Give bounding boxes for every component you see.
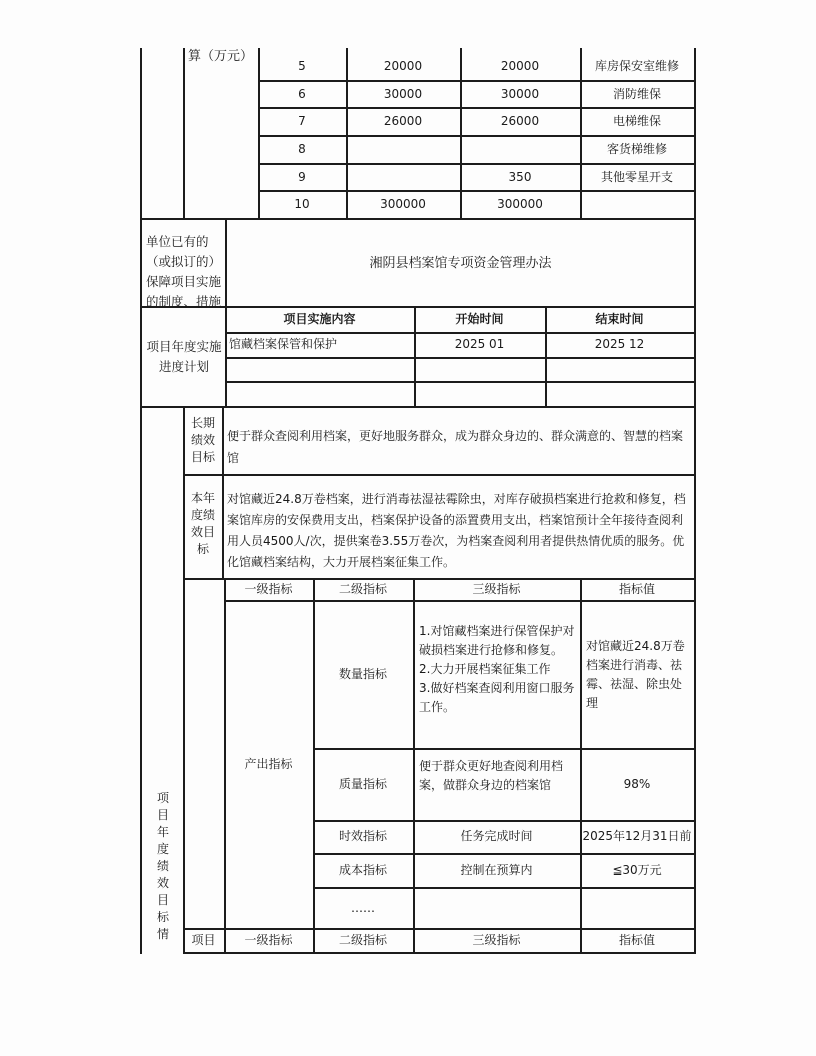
budget-no: 5 [298,59,306,73]
grid-line [580,578,582,954]
grid-line [225,332,695,334]
indicator-level3: 1.对馆藏档案进行保管保护对破损档案进行抢修和修复。 2.大力开展档案征集工作 3.做好档案查阅利用窗口服务工作。 [419,624,575,714]
grid-line [313,578,315,954]
schedule-start: 2025 01 [454,337,505,351]
grid-line [313,748,695,750]
indicator-value: 2025年12月31日前 [582,829,692,843]
budget-no: 7 [298,114,306,128]
budget-no: 6 [298,87,306,101]
grid-line [183,406,185,954]
indicator-header-l1: 一级指标 [244,582,293,596]
budget-col2: 20000 [383,59,423,73]
indicator-header-l3: 三级指标 [472,582,521,596]
bottom-header-l3: 三级指标 [472,933,521,947]
indicator-level2: 质量指标 [338,777,387,791]
indicator-value: ≦30万元 [612,863,662,877]
schedule-end: 2025 12 [594,337,645,351]
budget-no: 8 [298,142,306,156]
indicator-level2: 数量指标 [338,667,387,681]
indicator-level3: 便于群众更好地查阅利用档案，做群众身边的档案馆 [419,759,564,792]
grid-line [183,578,695,580]
bottom-row-label: 项目 [191,933,216,947]
indicator-value: 对馆藏近24.8万卷档案进行消毒、祛霉、祛湿、除虫处理 [586,639,685,710]
grid-line [258,163,694,165]
grid-line [258,107,694,109]
grid-line [313,853,695,855]
grid-line [140,218,695,220]
indicator-value: 98% [623,777,651,791]
indicator-header-value: 指标值 [618,582,655,596]
grid-line [224,600,695,602]
indicator-level3: 控制在预算内 [460,863,533,877]
budget-col3: 300000 [497,197,543,211]
schedule-header-content: 项目实施内容 [283,312,356,326]
budget-note: 消防维保 [612,87,661,101]
schedule-content: 馆藏档案保管和保护 [229,337,338,351]
indicator-header-l2: 二级指标 [338,582,387,596]
budget-no: 10 [294,197,310,211]
budget-col3: 26000 [500,114,540,128]
indicator-level2: 成本指标 [338,863,387,877]
budget-col2: 30000 [383,87,423,101]
grid-line [183,48,185,218]
long-term-label: 长期绩效目标 [190,416,215,464]
schedule-header-start: 开始时间 [455,312,504,326]
grid-line [258,190,694,192]
bottom-header-l2: 二级指标 [338,933,387,947]
annual-text: 对馆藏近24.8万卷档案，进行消毒祛湿祛霉除虫，对库存破损档案进行抢救和修复，档案馆库房的安保费用支出，档案保护设备的添置费用支出，档案馆预计全年接待查阅利用人员4500人/次，提供案卷3.55万卷次，为档案查阅利用者提供热情优质的服务。优化馆藏档案结构，大力开展档案征集工作。 [227,492,686,569]
schedule-header-end: 结束时间 [595,312,644,326]
grid-line [183,952,695,954]
schedule-label: 项目年度实施进度计划 [146,339,222,374]
indicator-level2: 时效指标 [338,829,387,843]
table-border-left [140,48,142,954]
grid-line [413,578,415,954]
bottom-header-value: 指标值 [618,933,655,947]
grid-line [313,820,695,822]
bottom-header-l1: 一级指标 [244,933,293,947]
budget-label-fragment: 算（万元） [188,49,254,64]
budget-note: 客货梯维修 [606,142,667,156]
grid-line [258,135,694,137]
grid-line [225,357,695,359]
budget-col2: 26000 [383,114,423,128]
budget-note: 库房保安室维修 [594,59,679,73]
budget-note: 其他零星开支 [600,170,673,184]
grid-line [183,928,695,930]
indicator-level1: 产出指标 [244,757,293,771]
long-term-text: 便于群众查阅利用档案，更好地服务群众，成为群众身边的、群众满意的、智慧的档案馆 [227,429,684,465]
budget-col3: 350 [508,170,532,184]
budget-col3: 30000 [500,87,540,101]
budget-no: 9 [298,170,306,184]
budget-note: 电梯维保 [612,114,661,128]
indicator-level3: 任务完成时间 [460,829,533,843]
annual-label: 本年度绩效目标 [190,491,215,556]
indicator-level2: …… [351,901,375,915]
grid-line [222,406,224,578]
grid-line [140,306,695,308]
system-value: 湘阴县档案馆专项资金管理办法 [369,256,552,271]
budget-col2: 300000 [380,197,426,211]
grid-line [313,887,695,889]
budget-col3: 20000 [500,59,540,73]
table-border-right [694,48,696,954]
grid-line [258,80,694,82]
grid-line [183,474,695,476]
system-label: 单位已有的（或拟订的）保障项目实施的制度、措施 [146,234,222,309]
performance-outer-label: 项目年度绩效目标情 [156,791,169,941]
grid-line [225,381,695,383]
